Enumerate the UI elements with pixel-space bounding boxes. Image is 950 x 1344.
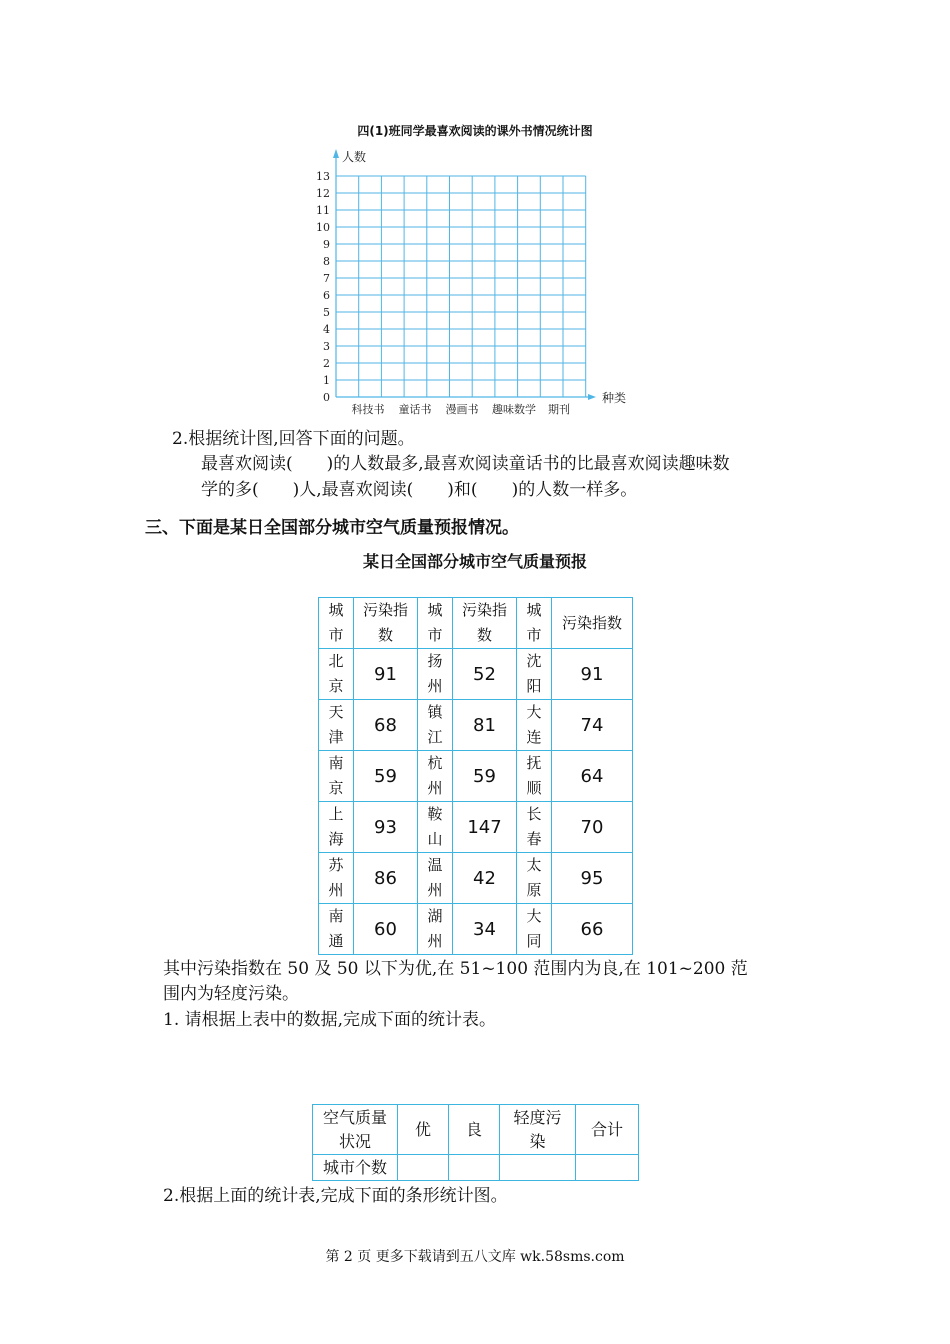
- stat-header: 良: [449, 1105, 500, 1155]
- index-cell: 66: [552, 904, 633, 955]
- city-cell: 长 春: [517, 802, 552, 853]
- city-cell: 天 津: [319, 700, 354, 751]
- stat-header: 空气质量 状况: [313, 1105, 398, 1155]
- index-cell: 86: [354, 853, 418, 904]
- air-quality-summary-table: [312, 1104, 639, 1181]
- table-row: [319, 853, 633, 904]
- stat-header: 优: [398, 1105, 449, 1155]
- question-2-line-2: 学的多( )人,最喜欢阅读( )和( )的人数一样多。: [201, 480, 638, 500]
- index-cell: 95: [552, 853, 633, 904]
- y-tick-label: 6: [323, 289, 330, 302]
- y-tick-label: 1: [323, 374, 330, 387]
- y-axis-arrow-icon: [333, 149, 339, 158]
- x-axis-label: 种类: [602, 391, 627, 405]
- question-2-label: 2.根据统计图,回答下面的问题。: [172, 429, 415, 449]
- city-cell: 太 原: [517, 853, 552, 904]
- index-cell: 34: [453, 904, 517, 955]
- y-tick-label: 11: [316, 204, 330, 217]
- city-cell: 镇 江: [418, 700, 453, 751]
- header-city: 城 市: [517, 598, 552, 649]
- table-row: [319, 700, 633, 751]
- stat-row-label: 城市个数: [313, 1155, 398, 1181]
- x-axis-arrow-icon: [588, 394, 596, 400]
- index-cell: 52: [453, 649, 517, 700]
- city-cell: 苏 州: [319, 853, 354, 904]
- city-cell: 北 京: [319, 649, 354, 700]
- city-cell: 大 连: [517, 700, 552, 751]
- index-cell: 93: [354, 802, 418, 853]
- stat-header: 轻度污 染: [500, 1105, 576, 1155]
- city-cell: 南 通: [319, 904, 354, 955]
- city-cell: 抚 顺: [517, 751, 552, 802]
- city-cell: 扬 州: [418, 649, 453, 700]
- index-cell: 70: [552, 802, 633, 853]
- city-cell: 湖 州: [418, 904, 453, 955]
- y-tick-label: 4: [323, 323, 330, 336]
- y-tick-label: 10: [316, 221, 330, 234]
- y-tick-label: 7: [323, 272, 330, 285]
- index-cell: 74: [552, 700, 633, 751]
- section-3-title: 三、下面是某日全国部分城市空气质量预报情况。: [145, 518, 519, 538]
- header-city: 城 市: [319, 598, 354, 649]
- y-tick-label: 3: [323, 340, 330, 353]
- index-cell: 60: [354, 904, 418, 955]
- question-2-line-1: 最喜欢阅读( )的人数最多,最喜欢阅读童话书的比最喜欢阅读趣味数: [201, 454, 730, 474]
- page-footer: 第 2 页 更多下载请到五八文库 wk.58sms.com: [325, 1249, 625, 1265]
- index-cell: 81: [453, 700, 517, 751]
- header-city: 城 市: [418, 598, 453, 649]
- header-index: 污染指 数: [354, 598, 418, 649]
- index-cell: 147: [453, 802, 517, 853]
- x-tick-label: 趣味数学: [492, 403, 536, 416]
- criteria-note-line-1: 其中污染指数在 50 及 50 以下为优,在 51~100 范围内为良,在 101~200 范: [163, 959, 748, 979]
- y-tick-label: 13: [316, 170, 330, 183]
- table-row: [319, 802, 633, 853]
- y-tick-label: 9: [323, 238, 330, 251]
- x-tick-label: 漫画书: [445, 403, 479, 416]
- criteria-note-line-2: 围内为轻度污染。: [163, 984, 299, 1004]
- index-cell: 59: [354, 751, 418, 802]
- city-cell: 温 州: [418, 853, 453, 904]
- y-tick-label: 12: [316, 187, 330, 200]
- x-tick-label: 期刊: [548, 403, 570, 416]
- air-quality-table: [318, 597, 633, 955]
- table-row: [319, 649, 633, 700]
- index-cell: 68: [354, 700, 418, 751]
- question-1: 1. 请根据上表中的数据,完成下面的统计表。: [163, 1010, 497, 1030]
- bar-chart-grid: [300, 140, 640, 425]
- city-cell: 沈 阳: [517, 649, 552, 700]
- city-cell: 上 海: [319, 802, 354, 853]
- header-index: 污染指 数: [453, 598, 517, 649]
- question-2-bar-chart: 2.根据上面的统计表,完成下面的条形统计图。: [163, 1186, 508, 1206]
- index-cell: 59: [453, 751, 517, 802]
- answer-cell-light-pollution[interactable]: [500, 1155, 576, 1181]
- city-cell: 鞍 山: [418, 802, 453, 853]
- city-cell: 南 京: [319, 751, 354, 802]
- stat-header: 合计: [576, 1105, 639, 1155]
- y-tick-label: 2: [323, 357, 330, 370]
- table-row: [319, 904, 633, 955]
- city-cell: 大 同: [517, 904, 552, 955]
- y-axis-label: 人数: [342, 150, 367, 164]
- table-row: [319, 751, 633, 802]
- air-quality-table-title: 某日全国部分城市空气质量预报: [362, 552, 587, 571]
- answer-cell-total[interactable]: [576, 1155, 639, 1181]
- y-tick-label: 5: [323, 306, 330, 319]
- answer-cell-excellent[interactable]: [398, 1155, 449, 1181]
- city-cell: 杭 州: [418, 751, 453, 802]
- x-tick-label: 科技书: [351, 403, 385, 416]
- chart-title: 四(1)班同学最喜欢阅读的课外书情况统计图: [357, 124, 593, 138]
- y-tick-label: 0: [323, 391, 330, 404]
- y-tick-label: 8: [323, 255, 330, 268]
- index-cell: 42: [453, 853, 517, 904]
- x-tick-label: 童话书: [398, 403, 432, 416]
- index-cell: 91: [354, 649, 418, 700]
- index-cell: 91: [552, 649, 633, 700]
- answer-cell-good[interactable]: [449, 1155, 500, 1181]
- header-index: 污染指数: [552, 598, 633, 649]
- index-cell: 64: [552, 751, 633, 802]
